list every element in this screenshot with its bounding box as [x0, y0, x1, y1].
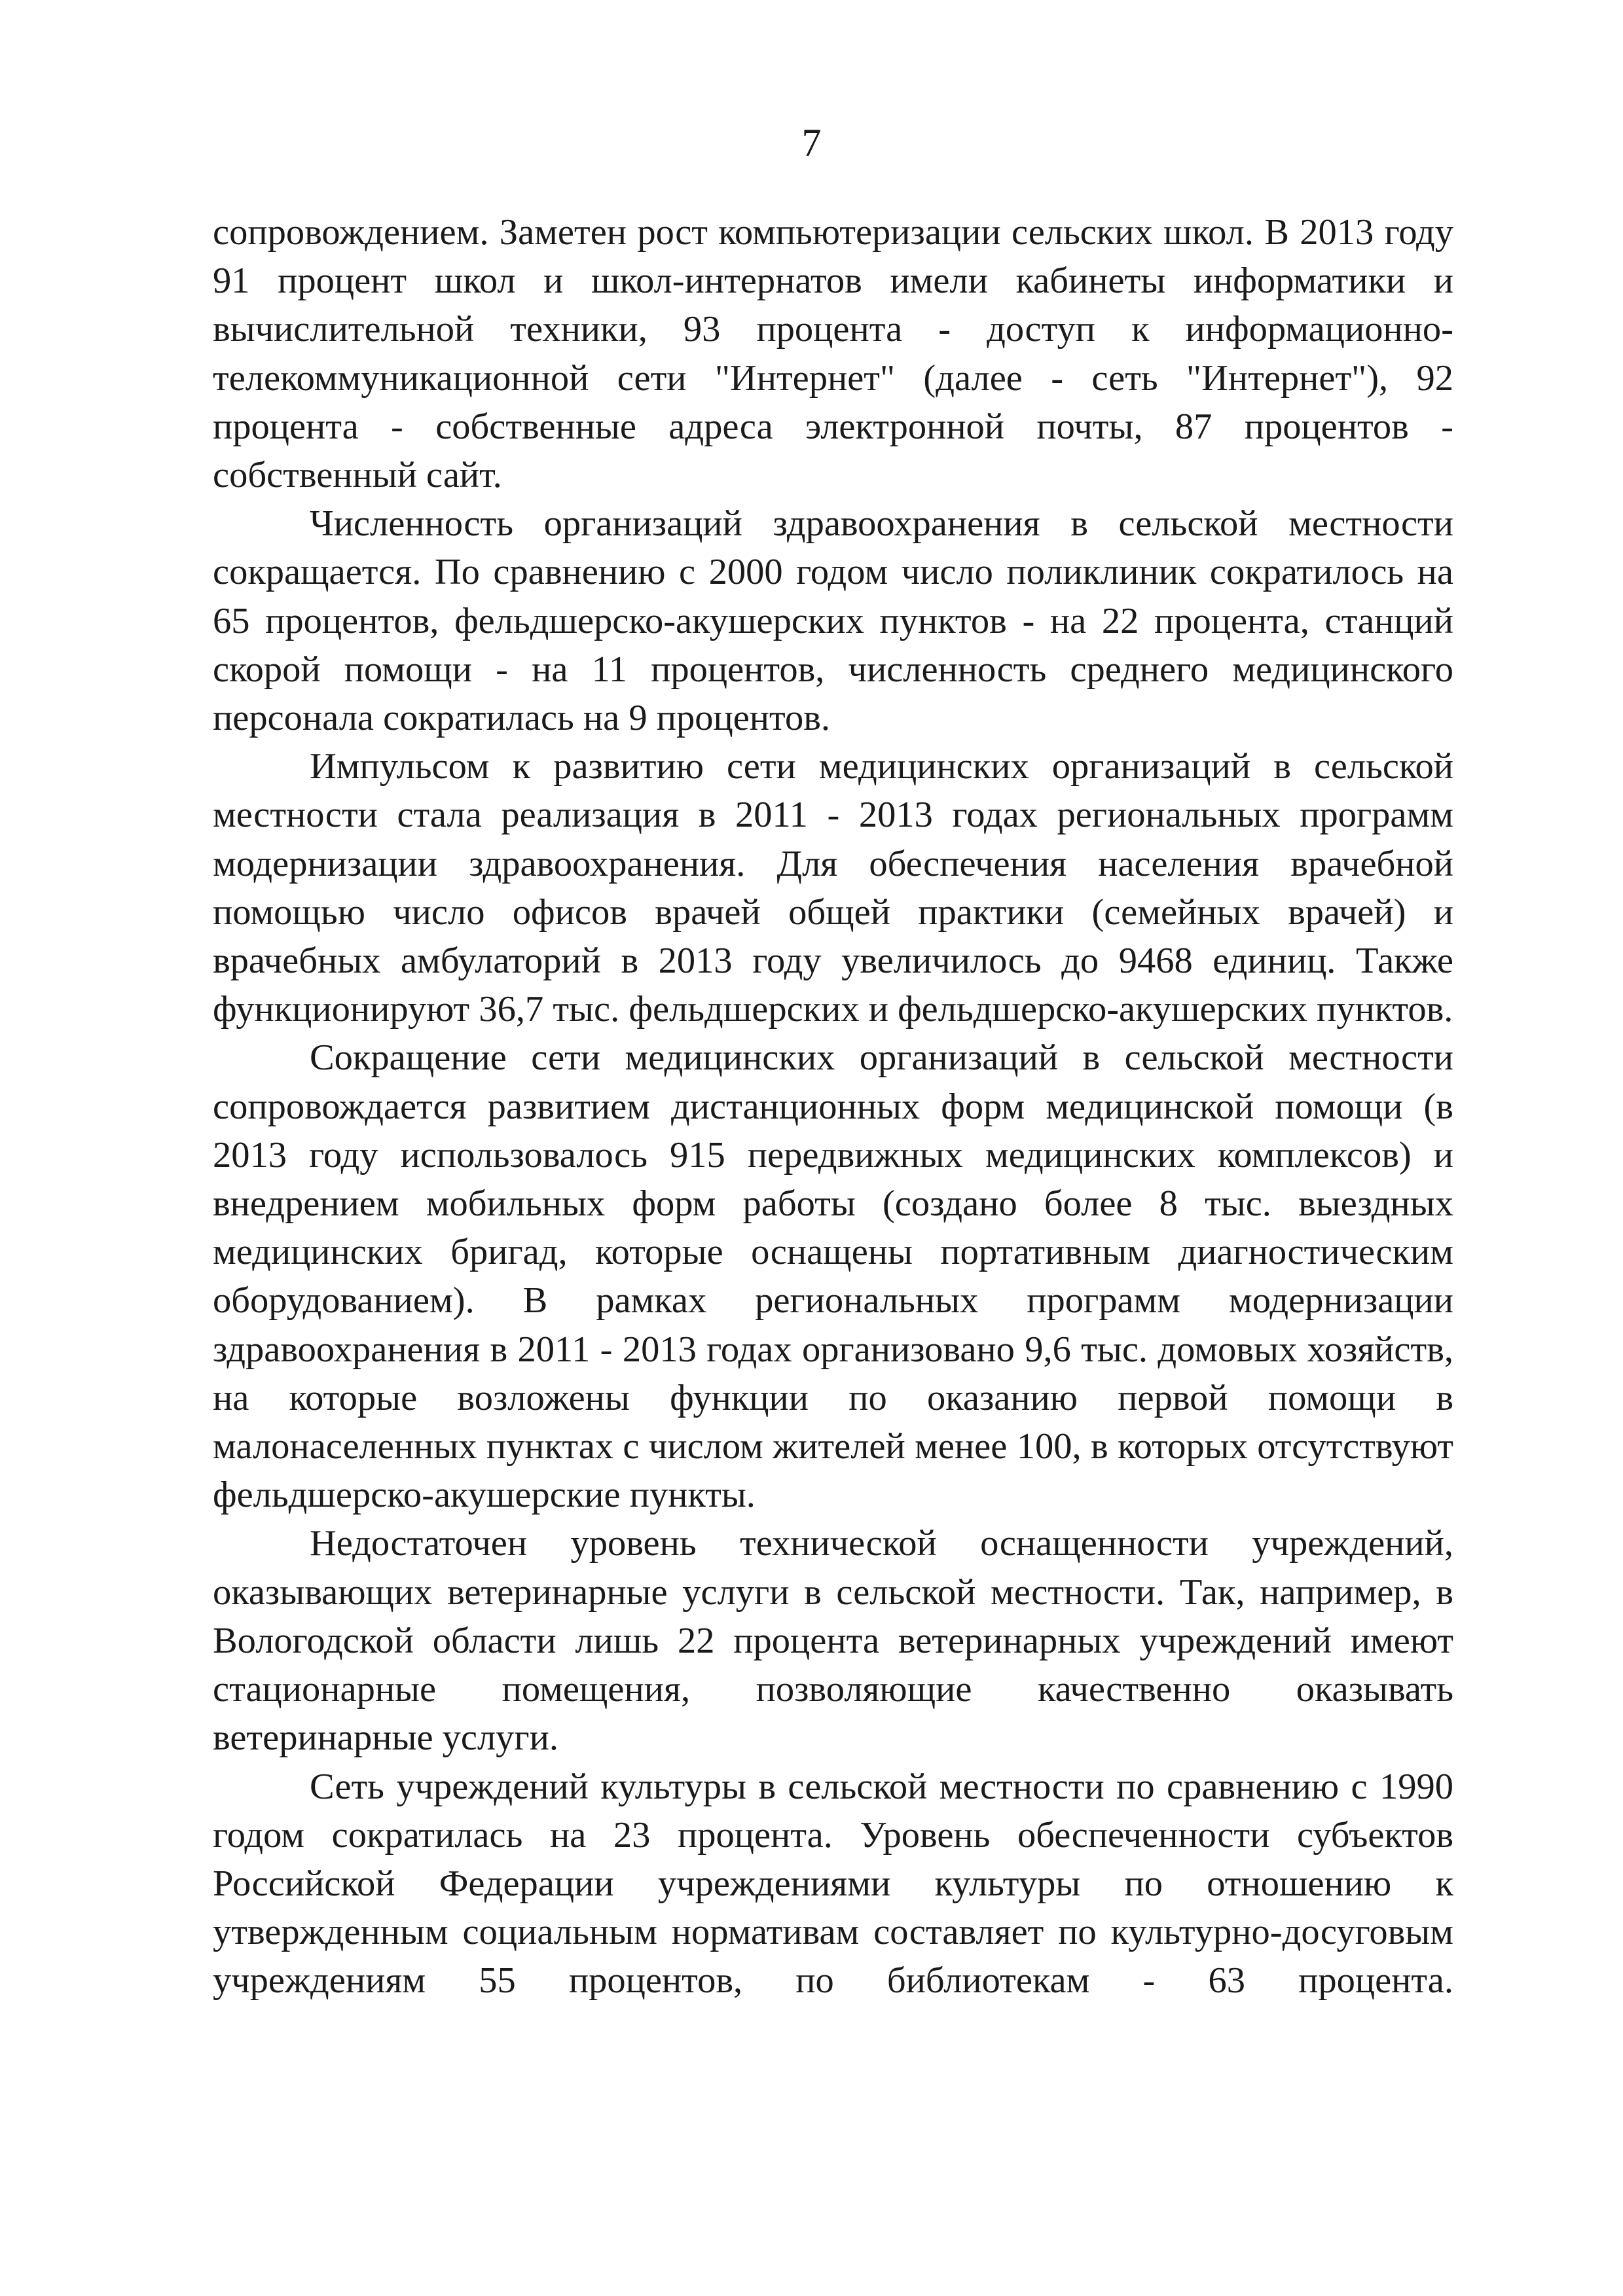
paragraph-veterinary-services: Недостаточен уровень технической оснащенности учреждений, оказывающих ветеринарные услуги в сельской местности. Так, например, в Вологодской области лишь 22 процента ветеринарных учреждений имеют стационарные помещения, позволяющие качественно оказывать ветеринарные услуги.	[213, 1523, 1453, 1759]
document-body	[213, 208, 1453, 2005]
paragraph-healthcare-reduction: Численность организаций здравоохранения в сельской местности сокращается. По сравнению с 2000 годом число поликлиник сократилось на 65 процентов, фельдшерско-акушерских пунктов - на 22 процента, станций скорой помощи - на 11 процентов, численность среднего медицинского персонала сократилась на 9 процентов.	[213, 503, 1453, 739]
paragraph-mobile-medical-care: Сокращение сети медицинских организаций в сельской местности сопровождается развитием дистанционных форм медицинской помощи (в 2013 году использовалось 915 передвижных медицинских комплексов) и внедрением мобильных форм работы (создано более 8 тыс. выездных медицинских бригад, которые оснащены портативным диагностическим оборудованием). В рамках региональных программ модернизации здравоохранения в 2011 - 2013 годах организовано 9,6 тыс. домовых хозяйств, на которые возложены функции по оказанию первой помощи в малонаселенных пунктах с числом жителей менее 100, в которых отсутствуют фельдшерско-акушерские пункты.	[213, 1037, 1453, 1516]
paragraph-culture-institutions: Сеть учреждений культуры в сельской местности по сравнению с 1990 годом сократилась на 23 процента. Уровень обеспеченности субъектов Российской Федерации учреждениями культуры по отношению к утвержденным социальным нормативам составляет по культурно-досуговым учреждениям 55 процентов, по библиотекам - 63 процента.	[213, 1766, 1453, 2001]
page-number: 7	[801, 121, 822, 164]
paragraph-school-computerization: сопровождением. Заметен рост компьютеризации сельских школ. В 2013 году 91 процент школ и школ-интернатов имели кабинеты информатики и вычислительной техники, 93 процента - доступ к информационно-телекоммуникационной сети "Интернет" (далее - сеть "Интернет"), 92 процента - собственные адреса электронной почты, 87 процентов - собственный сайт.	[213, 212, 1453, 496]
paragraph-healthcare-modernization: Импульсом к развитию сети медицинских организаций в сельской местности стала реализация в 2011 - 2013 годах региональных программ модернизации здравоохранения. Для обеспечения населения врачебной помощью число офисов врачей общей практики (семейных врачей) и врачебных амбулаторий в 2013 году увеличилось до 9468 единиц. Также функционируют 36,7 тыс. фельдшерских и фельдшерско-акушерских пунктов.	[213, 746, 1453, 1030]
